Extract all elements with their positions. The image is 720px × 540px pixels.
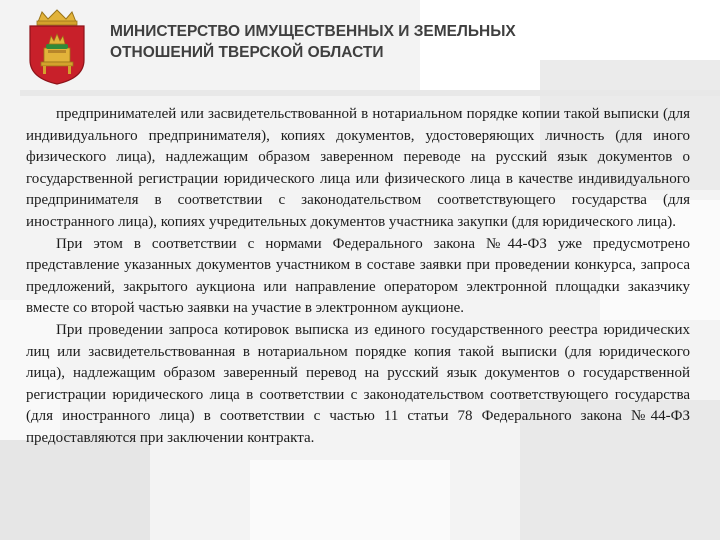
slide-header xyxy=(0,0,720,92)
body-paragraph: При этом в соответствии с нормами Федерального закона №44-ФЗ уже предусмотрено представление указанных документов участником в составе заявки при проведении конкурса, запроса предложений, закрытого аукциона или направление оператором электронной площадки заказчику вместе со второй частью заявки на участие в электронном аукционе. xyxy=(26,235,690,317)
tver-coat-of-arms-icon xyxy=(24,8,90,86)
page-title-line-2: ОТНОШЕНИЙ ТВЕРСКОЙ ОБЛАСТИ xyxy=(110,44,384,61)
document-body xyxy=(26,104,690,450)
page-title xyxy=(110,21,670,63)
page-title-line-1: МИНИСТЕРСТВО ИМУЩЕСТВЕННЫХ И ЗЕМЕЛЬНЫХ xyxy=(110,23,516,40)
body-paragraph: предпринимателей или засвидетельствованной в нотариальном порядке копии такой выписки (для индивидуального предпринимателя), копиях документов, удостоверяющих личность (для иного физического лица), надлежащим образом заверенном переводе на русский язык документов о государственной регистрации юридического лица или физического лица в качестве индивидуального предпринимателя в соответствии с законодательством соответствующего государства (для иностранного лица), копиях учредительных документов участника закупки (для юридического лица). xyxy=(26,106,690,230)
background-tile xyxy=(250,460,450,540)
body-paragraph: При проведении запроса котировок выписка из единого государственного реестра юридических лиц или засвидетельствованная в нотариальном порядке копия такой выписки (для юридического лица), надлежащим образом заверенный перевод на русский язык документов о государственной регистрации юридического лица в соответствии с законодательством соответствующего государства (для иностранного лица) в соответствии с частью 11 статьи 78 Федерального закона №44-ФЗ предоставляются при заключении контракта. xyxy=(26,321,690,446)
